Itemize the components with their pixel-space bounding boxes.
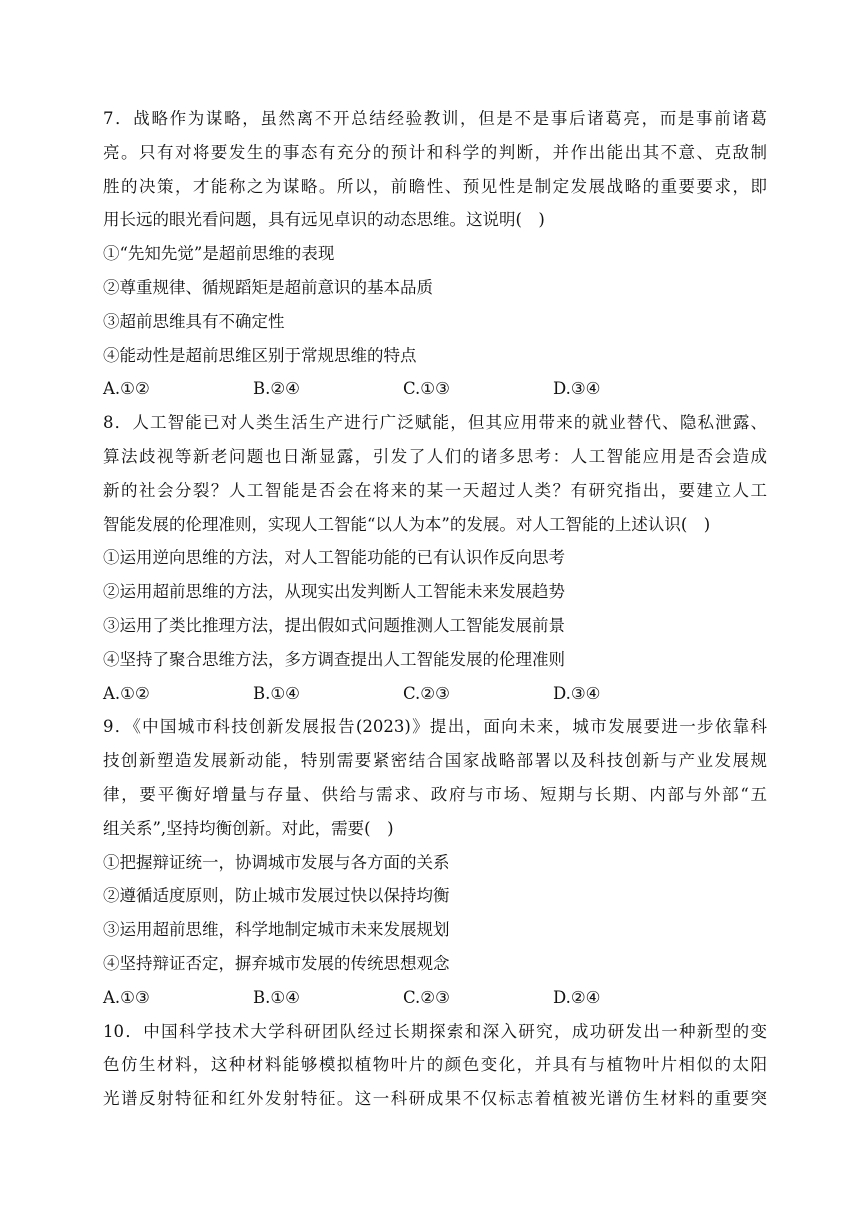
question-10-stem-line-2: 色仿生材料，这种材料能够模拟植物叶片的颜色变化，并具有与植物叶片相似的太阳 [103,1055,767,1075]
question-9 [103,710,767,1014]
question-7-statement-2: ②尊重规律、循规蹈矩是超前意识的基本品质 [103,277,433,297]
question-7 [103,102,767,406]
question-8-statement-2: ②运用超前思维的方法，从现实出发判断人工智能未来发展趋势 [103,582,565,602]
question-7-stem-line-2: 亮。只有对将要发生的事态有充分的预计和科学的判断，并作出能出其不意、克敌制 [103,142,767,162]
question-8-stem-line-2: 算法歧视等新老问题也日渐显露，引发了人们的诸多思考：人工智能应用是否会造成 [103,446,767,466]
question-7-option-b: B.②④ [253,379,300,399]
question-7-option-a: A.①② [103,379,150,399]
question-9-stem-line-2: 技创新塑造发展新动能，特别需要紧密结合国家战略部署以及科技创新与产业发展规 [103,751,767,771]
question-9-statement-2: ②遵循适度原则，防止城市发展过快以保持均衡 [103,886,450,906]
question-7-statement-3: ③超前思维具有不确定性 [103,311,285,331]
question-10-stem-line-3: 光谱反射特征和红外发射特征。这一科研成果不仅标志着植被光谱仿生材料的重要突 [103,1089,767,1109]
exam-page [103,102,767,1116]
question-9-stem-line-4: 组关系”,坚持均衡创新。对此，需要( ) [103,818,394,838]
question-7-option-c: C.①③ [403,379,450,399]
question-9-option-d: D.②④ [553,987,601,1007]
question-7-statement-1: ①“先知先觉”是超前思维的表现 [103,244,335,264]
question-9-statement-1: ①把握辩证统一，协调城市发展与各方面的关系 [103,852,450,872]
question-8-statement-1: ①运用逆向思维的方法，对人工智能功能的已有认识作反向思考 [103,548,565,568]
question-9-statement-3: ③运用超前思维，科学地制定城市未来发展规划 [103,920,450,940]
question-8-option-c: C.②③ [403,683,450,703]
question-8-option-b: B.①④ [253,683,300,703]
question-8-options [103,677,767,711]
question-9-stem-line-3: 律，要平衡好增量与存量、供给与需求、政府与市场、短期与长期、内部与外部“五 [103,784,767,804]
question-10-stem-line-1: 10．中国科学技术大学科研团队经过长期探索和深入研究，成功研发出一种新型的变 [103,1021,767,1041]
question-9-stem-line-1: 9．《中国城市科技创新发展报告(2023)》提出，面向未来，城市发展要进一步依靠科 [103,717,767,737]
question-9-statement-4: ④坚持辩证否定，摒弃城市发展的传统思想观念 [103,953,450,973]
question-9-option-a: A.①③ [103,987,150,1007]
question-7-stem-line-4: 用长远的眼光看问题，具有远见卓识的动态思维。这说明( ) [103,210,545,230]
question-7-stem-line-3: 胜的决策，才能称之为谋略。所以，前瞻性、预见性是制定发展战略的重要要求，即 [103,176,767,196]
question-7-option-d: D.③④ [553,379,601,399]
question-10 [103,1015,767,1116]
question-8-stem-line-1: 8．人工智能已对人类生活生产进行广泛赋能，但其应用带来的就业替代、隐私泄露、 [103,413,767,433]
question-8-statement-4: ④坚持了聚合思维方法，多方调查提出人工智能发展的伦理准则 [103,649,565,669]
question-8-stem-line-3: 新的社会分裂？人工智能是否会在将来的某一天超过人类？有研究指出，要建立人工 [103,480,767,500]
question-8-option-d: D.③④ [553,683,601,703]
question-8-stem-line-4: 智能发展的伦理准则，实现人工智能“以人为本”的发展。对人工智能的上述认识( ) [103,514,711,534]
question-8-option-a: A.①② [103,683,150,703]
question-7-options [103,372,767,406]
question-7-statement-4: ④能动性是超前思维区别于常规思维的特点 [103,345,417,365]
question-9-option-c: C.②③ [403,987,450,1007]
question-7-stem-line-1: 7．战略作为谋略，虽然离不开总结经验教训，但是不是事后诸葛亮，而是事前诸葛 [103,109,767,128]
question-9-option-b: B.①④ [253,987,300,1007]
question-8 [103,406,767,710]
question-8-statement-3: ③运用了类比推理方法，提出假如式问题推测人工智能发展前景 [103,615,565,635]
question-9-options [103,981,767,1015]
